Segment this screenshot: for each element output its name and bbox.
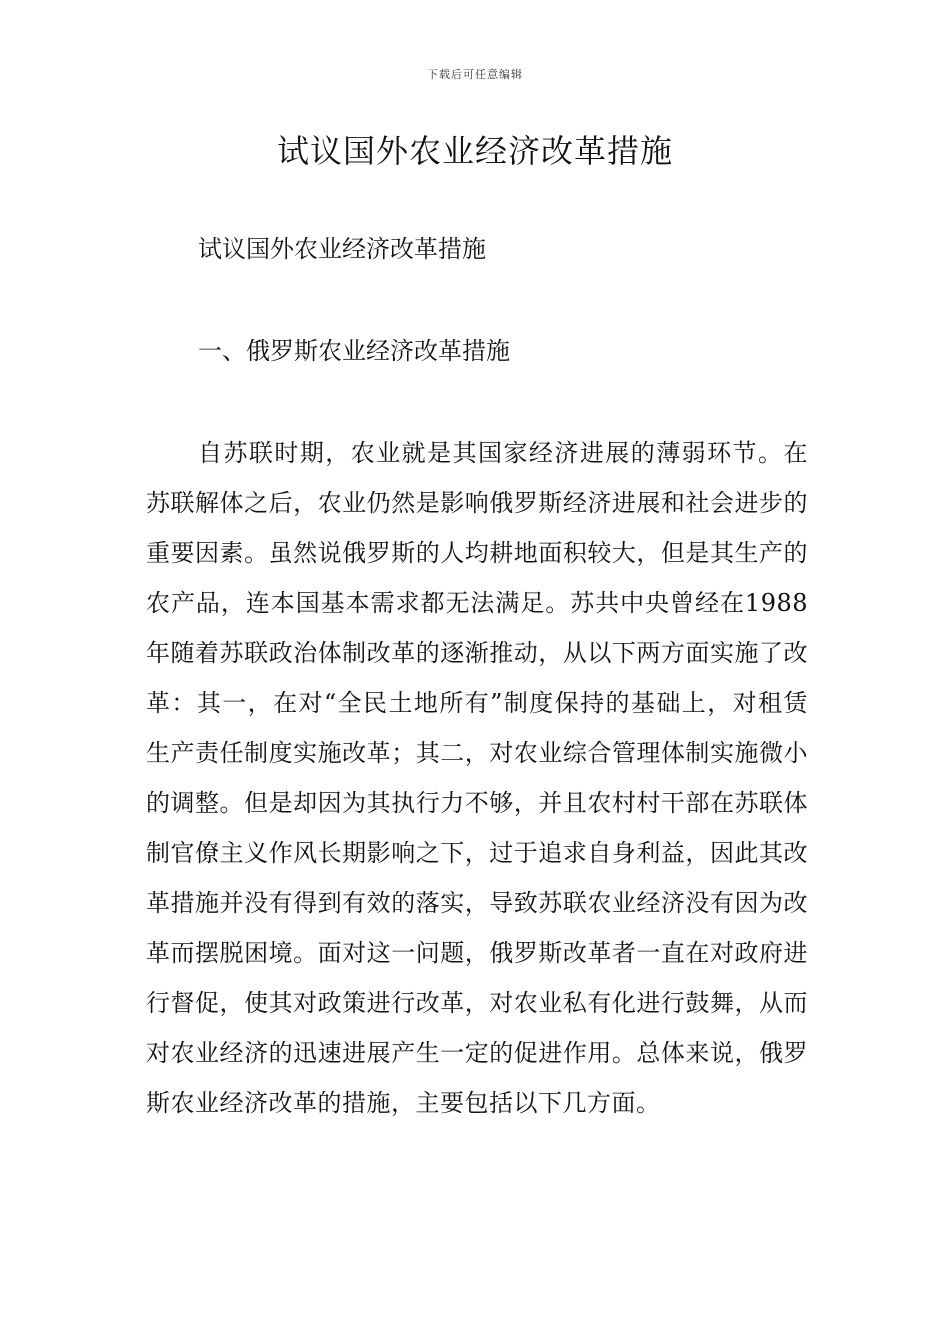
document-subtitle: 试议国外农业经济改革措施 (198, 235, 486, 263)
header-note: 下载后可任意编辑 (427, 68, 523, 81)
document-title: 试议国外农业经济改革措施 (276, 132, 673, 170)
body-paragraph: 自苏联时期，农业就是其国家经济进展的薄弱环节。在苏联解体之后，农业仍然是影响俄罗斯经济进展和社会进步的重要因素。虽然说俄罗斯的人均耕地面积较大，但是其生产的农产品，连本国基本需求都无法满足。苏共中央曾经在1988年随着苏联政治体制改革的逐渐推动，从以下两方面实施了改革：其一，在对“全民土地所有”制度保持的基础上，对租赁生产责任制度实施改革；其二，对农业综合管理体制实施微小的调整。但是却因为其执行力不够，并且农村村干部在苏联体制官僚主义作风长期影响之下，过于追求自身利益，因此其改革措施并没有得到有效的落实，导致苏联农业经济没有因为改革而摆脱困境。面对这一问题，俄罗斯改革者一直在对政府进行督促，使其对政策进行改革，对农业私有化进行鼓舞，从而对农业经济的迅速进展产生一定的促进作用。总体来说，俄罗斯农业经济改革的措施，主要包括以下几方面。 (146, 439, 808, 1117)
section-heading: 一、俄罗斯农业经济改革措施 (198, 337, 510, 365)
